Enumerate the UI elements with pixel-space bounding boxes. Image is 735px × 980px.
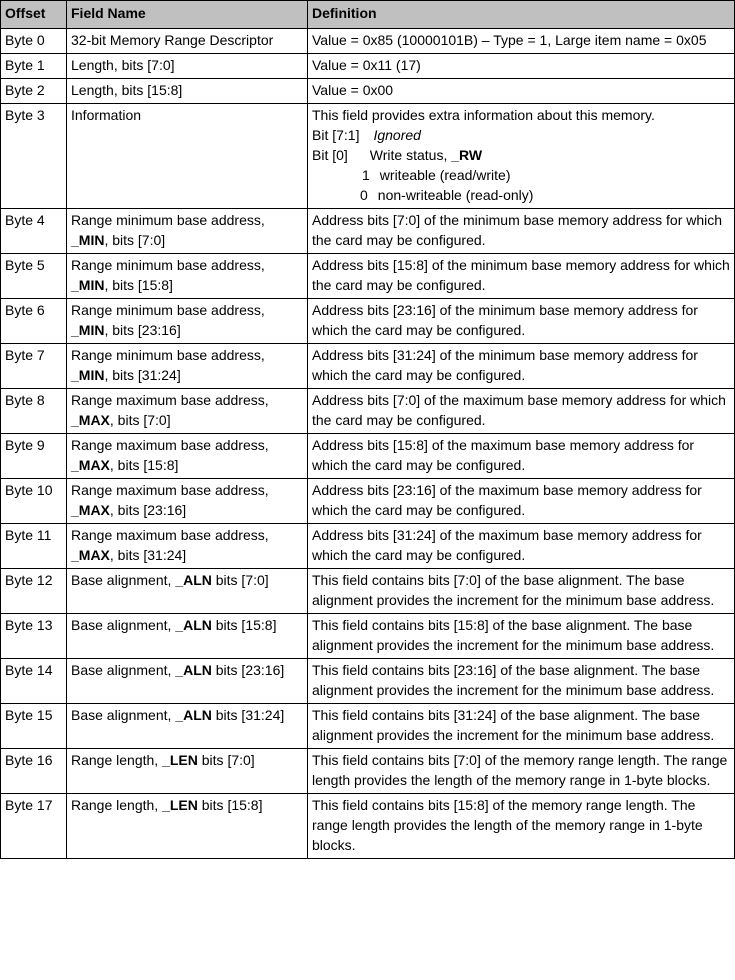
table-row [1, 29, 735, 54]
bit-0-line [312, 145, 730, 165]
field-name-prefix: Range maximum base address, [71, 527, 269, 543]
field-name-cell [67, 614, 308, 659]
field-name-cell [67, 299, 308, 344]
field-name-symbol: _LEN [162, 797, 198, 813]
table-row [1, 524, 735, 569]
field-name-cell [67, 659, 308, 704]
table-row [1, 794, 735, 859]
table-row [1, 79, 735, 104]
option-writeable-value: 1 [362, 167, 370, 183]
definition-cell: Address bits [15:8] of the maximum base memory address for which the card may be configured. [308, 434, 735, 479]
field-name-prefix: Range maximum base address, [71, 437, 269, 453]
offset-cell: Byte 0 [1, 29, 67, 54]
field-name-prefix: Base alignment, [71, 707, 176, 723]
field-name-symbol: _LEN [162, 752, 198, 768]
definition-cell: This field contains bits [7:0] of the memory range length. The range length provides the length of the memory range in 1-byte blocks. [308, 749, 735, 794]
field-name-symbol: _MAX [71, 547, 110, 563]
information-intro: This field provides extra information about this memory. [312, 107, 655, 123]
option-writeable [312, 165, 730, 185]
table-row [1, 479, 735, 524]
field-name-prefix: Range maximum base address, [71, 482, 269, 498]
field-name-symbol: _ALN [175, 572, 212, 588]
offset-cell: Byte 10 [1, 479, 67, 524]
offset-cell: Byte 6 [1, 299, 67, 344]
offset-cell: Byte 9 [1, 434, 67, 479]
field-name-suffix: , bits [15:8] [104, 277, 173, 293]
definition-cell: This field contains bits [15:8] of the memory range length. The range length provides the length of the memory range in 1-byte blocks. [308, 794, 735, 859]
definition-cell: Address bits [23:16] of the minimum base memory address for which the card may be configured. [308, 299, 735, 344]
offset-cell: Byte 4 [1, 209, 67, 254]
field-name-prefix: Base alignment, [71, 572, 176, 588]
field-name-prefix: Range length, [71, 797, 163, 813]
field-name-symbol: _MIN [71, 367, 105, 383]
field-name-symbol: _MIN [71, 322, 105, 338]
offset-cell: Byte 15 [1, 704, 67, 749]
bit-7-1-value: Ignored [373, 127, 421, 143]
field-name-suffix: bits [7:0] [211, 572, 269, 588]
option-non-writeable [312, 185, 730, 205]
option-non-writeable-text: non-writeable (read-only) [377, 187, 534, 203]
field-name-symbol: _MAX [71, 412, 110, 428]
field-name-suffix: bits [15:8] [211, 617, 277, 633]
bit-7-1-label: Bit [7:1] [312, 127, 360, 143]
offset-cell: Byte 2 [1, 79, 67, 104]
field-name-cell [67, 524, 308, 569]
table-row [1, 614, 735, 659]
field-name-prefix: Range minimum base address, [71, 302, 265, 318]
header-offset: Offset [1, 1, 67, 29]
field-name-cell [67, 434, 308, 479]
field-name-cell [67, 704, 308, 749]
table-row [1, 749, 735, 794]
table-row [1, 254, 735, 299]
field-name-suffix: bits [7:0] [197, 752, 255, 768]
field-name-symbol: _MAX [71, 457, 110, 473]
field-name-symbol: _MAX [71, 502, 110, 518]
bit-0-label: Bit [0] [312, 147, 348, 163]
field-name-symbol: _MIN [71, 277, 105, 293]
table-row [1, 569, 735, 614]
field-name-prefix: Range length, [71, 752, 163, 768]
field-name-suffix: , bits [7:0] [109, 412, 171, 428]
field-name-suffix: bits [23:16] [211, 662, 285, 678]
table-row [1, 704, 735, 749]
field-name-cell: 32-bit Memory Range Descriptor [67, 29, 308, 54]
definition-cell: Address bits [31:24] of the maximum base memory address for which the card may be configured. [308, 524, 735, 569]
field-name-prefix: Base alignment, [71, 662, 176, 678]
definition-cell: Address bits [31:24] of the minimum base memory address for which the card may be configured. [308, 344, 735, 389]
offset-cell: Byte 14 [1, 659, 67, 704]
field-name-cell [67, 569, 308, 614]
field-name-suffix: , bits [15:8] [109, 457, 179, 473]
definition-cell: This field contains bits [23:16] of the base alignment. The base alignment provides the increment for the minimum base address. [308, 659, 735, 704]
offset-cell: Byte 8 [1, 389, 67, 434]
definition-cell: Address bits [23:16] of the maximum base memory address for which the card may be configured. [308, 479, 735, 524]
bit-0-text: Write status, [369, 147, 448, 163]
field-name-suffix: , bits [31:24] [104, 367, 181, 383]
table-row [1, 209, 735, 254]
definition-cell: Value = 0x11 (17) [308, 54, 735, 79]
header-definition: Definition [308, 1, 735, 29]
offset-cell: Byte 5 [1, 254, 67, 299]
offset-cell: Byte 7 [1, 344, 67, 389]
definition-cell: This field contains bits [31:24] of the base alignment. The base alignment provides the increment for the minimum base address. [308, 704, 735, 749]
definition-cell: Address bits [7:0] of the minimum base memory address for which the card may be configured. [308, 209, 735, 254]
header-field-name: Field Name [67, 1, 308, 29]
field-name-symbol: _ALN [175, 662, 212, 678]
table-row [1, 389, 735, 434]
definition-cell [308, 104, 735, 209]
table-row [1, 344, 735, 389]
definition-cell: Value = 0x00 [308, 79, 735, 104]
field-name-symbol: _ALN [175, 707, 212, 723]
field-name-cell [67, 254, 308, 299]
option-non-writeable-value: 0 [360, 187, 368, 203]
table-row [1, 659, 735, 704]
definition-cell: This field contains bits [7:0] of the base alignment. The base alignment provides the increment for the minimum base address. [308, 569, 735, 614]
field-name-cell: Information [67, 104, 308, 209]
field-name-prefix: Range minimum base address, [71, 347, 265, 363]
bit-7-1-line [312, 125, 730, 145]
table-row [1, 54, 735, 79]
field-name-suffix: , bits [31:24] [109, 547, 187, 563]
field-name-cell: Length, bits [7:0] [67, 54, 308, 79]
field-name-suffix: , bits [23:16] [109, 502, 187, 518]
field-name-prefix: Range minimum base address, [71, 257, 265, 273]
field-name-prefix: Range minimum base address, [71, 212, 265, 228]
field-name-suffix: , bits [7:0] [104, 232, 166, 248]
field-name-suffix: bits [15:8] [197, 797, 263, 813]
table-row [1, 299, 735, 344]
table-row [1, 434, 735, 479]
option-writeable-text: writeable (read/write) [379, 167, 511, 183]
offset-cell: Byte 3 [1, 104, 67, 209]
table-row [1, 104, 735, 209]
definition-cell: This field contains bits [15:8] of the base alignment. The base alignment provides the increment for the minimum base address. [308, 614, 735, 659]
field-name-symbol: _ALN [175, 617, 212, 633]
field-name-cell [67, 389, 308, 434]
field-name-cell [67, 209, 308, 254]
offset-cell: Byte 17 [1, 794, 67, 859]
field-name-cell [67, 794, 308, 859]
offset-cell: Byte 1 [1, 54, 67, 79]
field-name-symbol: _MIN [71, 232, 105, 248]
field-name-cell [67, 749, 308, 794]
field-name-cell [67, 344, 308, 389]
field-name-cell [67, 479, 308, 524]
field-name-suffix: , bits [23:16] [104, 322, 181, 338]
definition-cell: Address bits [7:0] of the maximum base memory address for which the card may be configured. [308, 389, 735, 434]
definition-cell: Value = 0x85 (10000101B) – Type = 1, Large item name = 0x05 [308, 29, 735, 54]
offset-cell: Byte 11 [1, 524, 67, 569]
field-name-cell: Length, bits [15:8] [67, 79, 308, 104]
header-row [1, 1, 735, 29]
field-name-prefix: Base alignment, [71, 617, 176, 633]
definition-cell: Address bits [15:8] of the minimum base memory address for which the card may be configured. [308, 254, 735, 299]
field-name-suffix: bits [31:24] [211, 707, 285, 723]
field-name-prefix: Range maximum base address, [71, 392, 269, 408]
bit-0-name: _RW [451, 147, 483, 163]
offset-cell: Byte 12 [1, 569, 67, 614]
offset-cell: Byte 13 [1, 614, 67, 659]
offset-cell: Byte 16 [1, 749, 67, 794]
